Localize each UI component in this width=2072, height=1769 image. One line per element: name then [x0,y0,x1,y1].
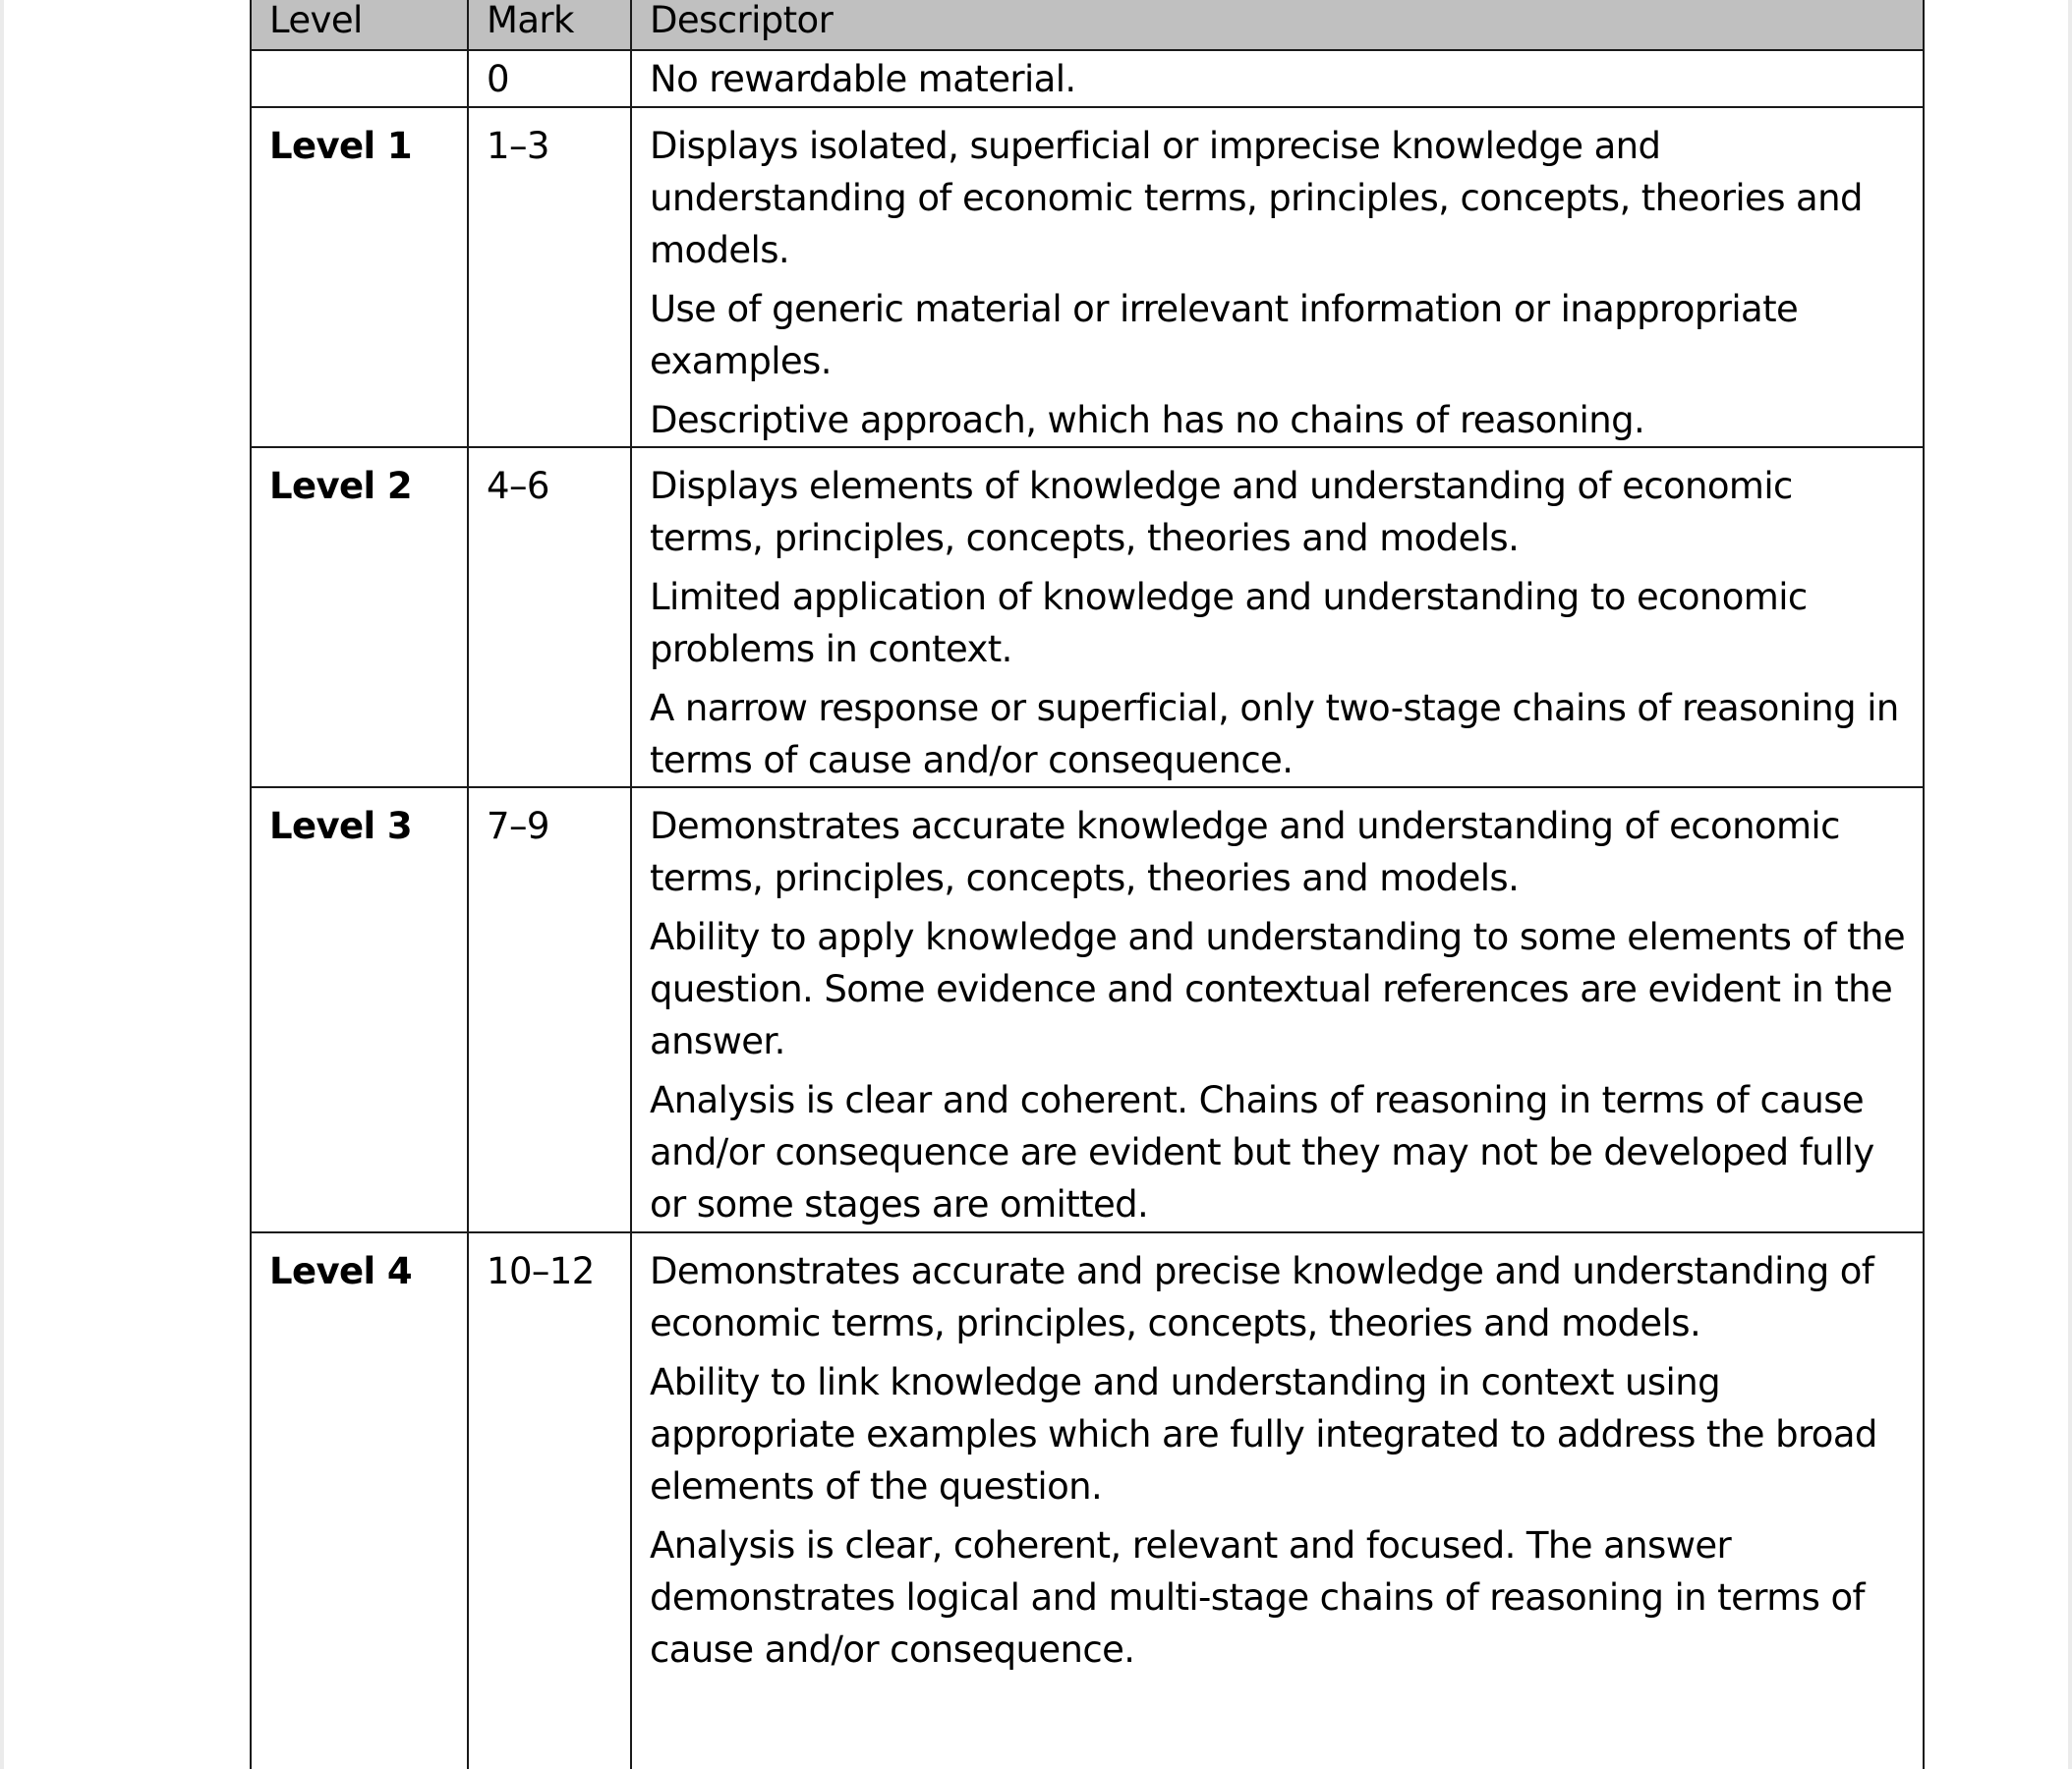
descriptor-text: Descriptive approach, which has no chains of reasoning. [650,399,1645,441]
table-row [251,107,1924,447]
mark-cell: 10–12 [468,1232,631,1769]
descriptor-text: Analysis is clear, coherent, relevant and focused. The answer demonstrates logical and multi-stage chains of reasoning in terms of cause and/or consequence. [650,1524,1865,1671]
descriptor-text: Ability to link knowledge and understanding in context using appropriate examples which are fully integrated to address the broad elements of the question. [650,1361,1877,1508]
mark-cell: 1–3 [468,107,631,447]
table-row [251,447,1924,787]
level-cell: Level 3 [251,787,468,1232]
mark-cell: 7–9 [468,787,631,1232]
descriptor-text: Analysis is clear and coherent. Chains of reasoning in terms of cause and/or consequence are evident but they may not be developed fully or some stages are omitted. [650,1079,1874,1226]
page-edge-right [2068,0,2072,1769]
header-descriptor: Descriptor [631,0,1924,50]
descriptor-text: A narrow response or superficial, only two-stage chains of reasoning in terms of cause and/or consequence. [650,687,1899,781]
descriptor-cell [631,787,1924,1232]
descriptor-text: Displays isolated, superficial or imprecise knowledge and understanding of economic terms, principles, concepts, theories and models. [650,125,1863,271]
table-row [251,787,1924,1232]
mark-cell: 4–6 [468,447,631,787]
level-cell [251,50,468,107]
descriptor-text: Ability to apply knowledge and understanding to some elements of the question. Some evidence and contextual references are evident in the answer. [650,916,1906,1062]
mark-scheme-table [250,0,1925,1769]
level-cell: Level 4 [251,1232,468,1769]
header-mark: Mark [468,0,631,50]
table-row [251,50,1924,107]
descriptor-text: Displays elements of knowledge and understanding of economic terms, principles, concepts, theories and models. [650,465,1793,559]
descriptor-text: Demonstrates accurate and precise knowledge and understanding of economic terms, principles, concepts, theories and models. [650,1250,1874,1344]
descriptor-text: No rewardable material. [650,58,1076,100]
header-level: Level [251,0,468,50]
page-edge-left [0,0,4,1769]
descriptor-text: Demonstrates accurate knowledge and understanding of economic terms, principles, concepts, theories and models. [650,805,1840,899]
descriptor-cell [631,447,1924,787]
level-cell: Level 1 [251,107,468,447]
descriptor-cell [631,107,1924,447]
mark-cell: 0 [468,50,631,107]
level-cell: Level 2 [251,447,468,787]
descriptor-cell [631,50,1924,107]
descriptor-text: Use of generic material or irrelevant information or inappropriate examples. [650,288,1799,382]
table-row [251,1232,1924,1769]
table-header-row [251,0,1924,50]
descriptor-text: Limited application of knowledge and understanding to economic problems in context. [650,576,1808,670]
descriptor-cell [631,1232,1924,1769]
